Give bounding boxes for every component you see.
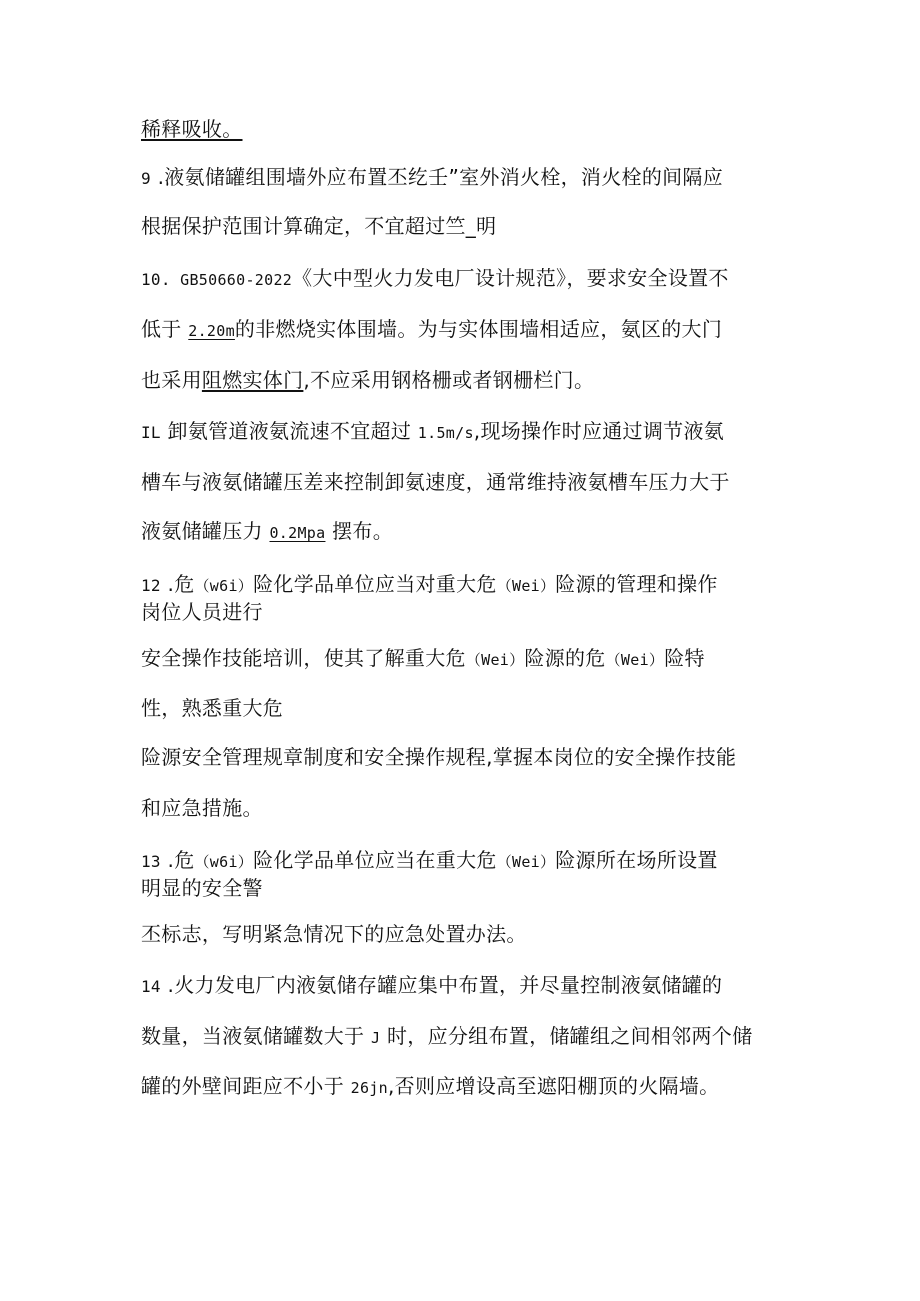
line-text: 罐的外壁间距应不小于 bbox=[141, 1074, 351, 1098]
text-line-9 bbox=[141, 518, 791, 546]
pinyin-note: （w6i） bbox=[194, 577, 254, 595]
line-text: 《大中型火力发电厂设计规范》，要求安全设置不 bbox=[292, 266, 729, 290]
line-text: 和应急措施。 bbox=[141, 796, 263, 820]
pinyin-note: （Wei） bbox=[496, 577, 556, 595]
wall-height-value: 2.20m bbox=[188, 322, 235, 340]
text-line-3 bbox=[141, 213, 791, 239]
spacing-value: 26jn bbox=[350, 1079, 388, 1097]
line-text: 槽车与液氨储罐压差来控制卸氨速度，通常维持液氨槽车压力大于 bbox=[141, 470, 730, 494]
text-line-13 bbox=[141, 695, 791, 721]
line-text: .危 bbox=[160, 848, 195, 872]
item-number: 14 bbox=[141, 977, 161, 996]
line-text: ,现场操作时应通过调节液氨 bbox=[473, 419, 725, 443]
line-text: 险特 bbox=[664, 646, 705, 670]
line-text: 性，熟悉重大危 bbox=[141, 696, 284, 720]
line-text: 安全操作技能培训，使其了解重大危 bbox=[141, 646, 466, 670]
line-text: ,不应采用钢格栅或者钢栅栏门。 bbox=[303, 368, 595, 392]
line-text: 岗位人员进行 bbox=[141, 600, 263, 624]
item-number: 12 bbox=[141, 576, 161, 595]
text-line-15 bbox=[141, 795, 791, 821]
door-type: 阻燃实体门 bbox=[201, 368, 304, 392]
line-text: 明显的安全警 bbox=[141, 876, 263, 900]
text-line-10 bbox=[141, 571, 791, 599]
line-text: 低于 bbox=[141, 317, 189, 341]
text-line-21 bbox=[141, 1073, 791, 1101]
line-text: 数量，当液氨储罐数大于 bbox=[141, 1024, 371, 1048]
tank-count-value: J bbox=[370, 1029, 381, 1047]
item-number: IL bbox=[141, 423, 161, 442]
line-text: 险源的管理和操作 bbox=[555, 572, 718, 596]
text-line-1 bbox=[141, 116, 791, 142]
text-line-7 bbox=[141, 418, 791, 446]
line-text: 险源的危 bbox=[524, 646, 606, 670]
line-text: .火力发电厂内液氨储存罐应集中布置，并尽量控制液氨储罐的 bbox=[160, 973, 723, 997]
line-text: 险源安全管理规章制度和安全操作规程,掌握本岗位的安全操作技能 bbox=[141, 745, 737, 769]
text-line-8 bbox=[141, 469, 791, 495]
line-text: .危 bbox=[160, 572, 195, 596]
text-line-11 bbox=[141, 599, 791, 625]
line-text: 险化学品单位应当对重大危 bbox=[253, 572, 497, 596]
line-text: 丕标志，写明紧急情况下的应急处置办法。 bbox=[141, 922, 527, 946]
line-text: 稀释吸收。 bbox=[141, 117, 243, 141]
text-line-17 bbox=[141, 875, 791, 901]
text-line-18 bbox=[141, 921, 791, 947]
text-line-5 bbox=[141, 316, 791, 344]
text-line-19 bbox=[141, 972, 791, 1000]
line-text: 液氨储罐压力 bbox=[141, 519, 270, 543]
item-number: 9 bbox=[141, 169, 151, 188]
pinyin-note: （Wei） bbox=[605, 651, 665, 669]
text-line-6 bbox=[141, 367, 791, 393]
item-number: 10. bbox=[141, 270, 171, 289]
text-line-14 bbox=[141, 744, 791, 770]
pinyin-note: （w6i） bbox=[194, 853, 254, 871]
standard-code: GB50660-2022 bbox=[170, 271, 293, 289]
pinyin-note: （Wei） bbox=[496, 853, 556, 871]
line-text: 险化学品单位应当在重大危 bbox=[253, 848, 497, 872]
text-line-16 bbox=[141, 847, 791, 875]
line-text: ,否则应增设高至遮阳棚顶的火隔墙。 bbox=[388, 1074, 720, 1098]
text-line-12 bbox=[141, 645, 791, 673]
line-text: 的非燃烧实体围墙。为与实体围墙相适应，氨区的大门 bbox=[234, 317, 723, 341]
line-text: 根据保护范围计算确定，不宜超过竺_明 bbox=[141, 214, 497, 238]
text-line-2 bbox=[141, 164, 791, 192]
line-text: .液氨储罐组围墙外应布置丕纥壬”室外消火栓，消火栓的间隔应 bbox=[150, 165, 724, 189]
line-text: 时，应分组布置，储罐组之间相邻两个储 bbox=[380, 1024, 753, 1048]
pressure-value: 0.2Mpa bbox=[269, 524, 326, 542]
flow-rate-value: 1.5m/s bbox=[417, 424, 474, 442]
line-text: 也采用 bbox=[141, 368, 202, 392]
text-line-4 bbox=[141, 265, 791, 293]
line-text: 摆布。 bbox=[325, 519, 394, 543]
item-number: 13 bbox=[141, 852, 161, 871]
text-line-20 bbox=[141, 1023, 791, 1051]
pinyin-note: （Wei） bbox=[465, 651, 525, 669]
line-text: 卸氨管道液氨流速不宜超过 bbox=[160, 419, 418, 443]
line-text: 险源所在场所设置 bbox=[555, 848, 718, 872]
